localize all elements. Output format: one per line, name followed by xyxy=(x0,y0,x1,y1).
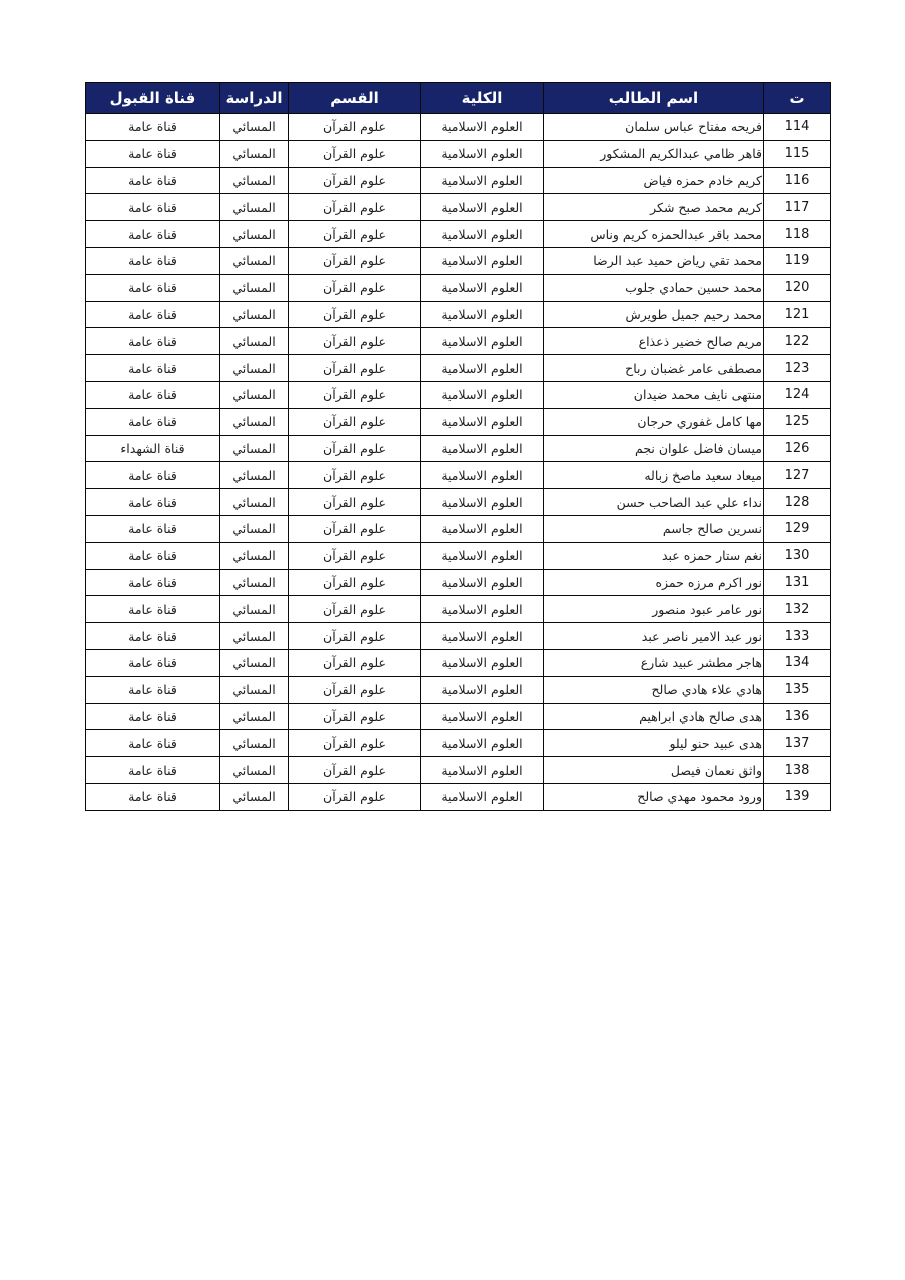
cell-department: علوم القرآن xyxy=(289,301,421,328)
table-row xyxy=(86,542,831,569)
cell-department: علوم القرآن xyxy=(289,462,421,489)
cell-college: العلوم الاسلامية xyxy=(421,114,544,141)
cell-department: علوم القرآن xyxy=(289,140,421,167)
table-header-row xyxy=(86,83,831,114)
cell-student-name: نور اكرم مرزه حمزه xyxy=(544,569,764,596)
cell-number: 123 xyxy=(764,355,831,382)
cell-student-name: مصطفى عامر غضبان رباح xyxy=(544,355,764,382)
cell-student-name: نور عامر عبود منصور xyxy=(544,596,764,623)
cell-study-type: المسائي xyxy=(220,167,289,194)
cell-department: علوم القرآن xyxy=(289,221,421,248)
cell-number: 121 xyxy=(764,301,831,328)
cell-admission-channel: قناة عامة xyxy=(86,649,220,676)
table-row xyxy=(86,194,831,221)
table-row xyxy=(86,381,831,408)
table-body xyxy=(86,114,831,811)
cell-student-name: نور عبد الامير ناصر عبد xyxy=(544,623,764,650)
header-college: الكلية xyxy=(421,83,544,114)
cell-college: العلوم الاسلامية xyxy=(421,569,544,596)
cell-student-name: مها كامل غفوري حرجان xyxy=(544,408,764,435)
cell-admission-channel: قناة عامة xyxy=(86,355,220,382)
cell-college: العلوم الاسلامية xyxy=(421,757,544,784)
cell-study-type: المسائي xyxy=(220,703,289,730)
cell-college: العلوم الاسلامية xyxy=(421,703,544,730)
cell-student-name: هدى عبيد حنو ليلو xyxy=(544,730,764,757)
cell-admission-channel: قناة عامة xyxy=(86,381,220,408)
table-row xyxy=(86,462,831,489)
cell-number: 139 xyxy=(764,783,831,810)
cell-number: 131 xyxy=(764,569,831,596)
cell-admission-channel: قناة عامة xyxy=(86,408,220,435)
cell-study-type: المسائي xyxy=(220,301,289,328)
cell-study-type: المسائي xyxy=(220,489,289,516)
cell-college: العلوم الاسلامية xyxy=(421,408,544,435)
cell-student-name: ميعاد سعيد ماصخ زباله xyxy=(544,462,764,489)
cell-college: العلوم الاسلامية xyxy=(421,730,544,757)
cell-college: العلوم الاسلامية xyxy=(421,328,544,355)
cell-study-type: المسائي xyxy=(220,730,289,757)
cell-student-name: كريم محمد صبح شكر xyxy=(544,194,764,221)
cell-number: 125 xyxy=(764,408,831,435)
cell-admission-channel: قناة عامة xyxy=(86,515,220,542)
cell-college: العلوم الاسلامية xyxy=(421,623,544,650)
header-department: القسم xyxy=(289,83,421,114)
cell-number: 128 xyxy=(764,489,831,516)
table-row xyxy=(86,274,831,301)
cell-admission-channel: قناة عامة xyxy=(86,542,220,569)
cell-college: العلوم الاسلامية xyxy=(421,194,544,221)
table-row xyxy=(86,623,831,650)
cell-number: 126 xyxy=(764,435,831,462)
cell-department: علوم القرآن xyxy=(289,649,421,676)
table-row xyxy=(86,730,831,757)
cell-college: العلوم الاسلامية xyxy=(421,462,544,489)
cell-study-type: المسائي xyxy=(220,676,289,703)
cell-college: العلوم الاسلامية xyxy=(421,301,544,328)
cell-study-type: المسائي xyxy=(220,515,289,542)
table-row xyxy=(86,167,831,194)
table-row xyxy=(86,649,831,676)
cell-department: علوم القرآن xyxy=(289,328,421,355)
cell-admission-channel: قناة عامة xyxy=(86,328,220,355)
cell-student-name: هدى صالح هادي ابراهيم xyxy=(544,703,764,730)
cell-student-name: محمد رحيم جميل طويرش xyxy=(544,301,764,328)
cell-number: 136 xyxy=(764,703,831,730)
cell-number: 115 xyxy=(764,140,831,167)
cell-study-type: المسائي xyxy=(220,274,289,301)
cell-number: 114 xyxy=(764,114,831,141)
cell-department: علوم القرآن xyxy=(289,274,421,301)
cell-number: 133 xyxy=(764,623,831,650)
cell-department: علوم القرآن xyxy=(289,623,421,650)
cell-study-type: المسائي xyxy=(220,757,289,784)
cell-study-type: المسائي xyxy=(220,462,289,489)
cell-study-type: المسائي xyxy=(220,623,289,650)
table-row xyxy=(86,435,831,462)
cell-department: علوم القرآن xyxy=(289,408,421,435)
cell-admission-channel: قناة عامة xyxy=(86,247,220,274)
cell-number: 127 xyxy=(764,462,831,489)
cell-department: علوم القرآن xyxy=(289,435,421,462)
cell-college: العلوم الاسلامية xyxy=(421,542,544,569)
cell-study-type: المسائي xyxy=(220,569,289,596)
cell-study-type: المسائي xyxy=(220,247,289,274)
cell-department: علوم القرآن xyxy=(289,569,421,596)
header-number: ت xyxy=(764,83,831,114)
cell-number: 117 xyxy=(764,194,831,221)
cell-department: علوم القرآن xyxy=(289,596,421,623)
cell-college: العلوم الاسلامية xyxy=(421,247,544,274)
cell-college: العلوم الاسلامية xyxy=(421,435,544,462)
table-row xyxy=(86,569,831,596)
cell-student-name: فريحه مفتاح عباس سلمان xyxy=(544,114,764,141)
cell-study-type: المسائي xyxy=(220,542,289,569)
cell-admission-channel: قناة عامة xyxy=(86,489,220,516)
cell-study-type: المسائي xyxy=(220,114,289,141)
cell-number: 132 xyxy=(764,596,831,623)
cell-college: العلوم الاسلامية xyxy=(421,649,544,676)
cell-admission-channel: قناة عامة xyxy=(86,462,220,489)
cell-student-name: محمد باقر عبدالحمزه كريم وناس xyxy=(544,221,764,248)
cell-number: 137 xyxy=(764,730,831,757)
cell-study-type: المسائي xyxy=(220,328,289,355)
cell-admission-channel: قناة عامة xyxy=(86,676,220,703)
cell-department: علوم القرآن xyxy=(289,381,421,408)
cell-number: 134 xyxy=(764,649,831,676)
table-row xyxy=(86,355,831,382)
cell-admission-channel: قناة عامة xyxy=(86,783,220,810)
cell-student-name: ورود محمود مهدي صالح xyxy=(544,783,764,810)
cell-student-name: منتهى نايف محمد ضيدان xyxy=(544,381,764,408)
cell-study-type: المسائي xyxy=(220,435,289,462)
students-table xyxy=(85,82,831,811)
table-row xyxy=(86,489,831,516)
cell-study-type: المسائي xyxy=(220,140,289,167)
cell-department: علوم القرآن xyxy=(289,515,421,542)
cell-student-name: نغم ستار حمزه عبد xyxy=(544,542,764,569)
cell-department: علوم القرآن xyxy=(289,783,421,810)
cell-college: العلوم الاسلامية xyxy=(421,489,544,516)
cell-college: العلوم الاسلامية xyxy=(421,140,544,167)
cell-student-name: محمد حسين حمادي جلوب xyxy=(544,274,764,301)
table-row xyxy=(86,515,831,542)
cell-college: العلوم الاسلامية xyxy=(421,515,544,542)
cell-college: العلوم الاسلامية xyxy=(421,221,544,248)
cell-study-type: المسائي xyxy=(220,596,289,623)
cell-admission-channel: قناة عامة xyxy=(86,703,220,730)
cell-student-name: مريم صالح خضير ذعذاع xyxy=(544,328,764,355)
table-row xyxy=(86,301,831,328)
cell-college: العلوم الاسلامية xyxy=(421,167,544,194)
cell-number: 118 xyxy=(764,221,831,248)
cell-college: العلوم الاسلامية xyxy=(421,355,544,382)
table-row xyxy=(86,757,831,784)
cell-department: علوم القرآن xyxy=(289,167,421,194)
cell-study-type: المسائي xyxy=(220,408,289,435)
cell-department: علوم القرآن xyxy=(289,114,421,141)
cell-student-name: قاهر ظامي عبدالكريم المشكور xyxy=(544,140,764,167)
cell-admission-channel: قناة عامة xyxy=(86,730,220,757)
table-row xyxy=(86,783,831,810)
cell-college: العلوم الاسلامية xyxy=(421,783,544,810)
table-row xyxy=(86,247,831,274)
cell-number: 135 xyxy=(764,676,831,703)
cell-department: علوم القرآن xyxy=(289,676,421,703)
cell-admission-channel: قناة عامة xyxy=(86,623,220,650)
cell-number: 138 xyxy=(764,757,831,784)
cell-department: علوم القرآن xyxy=(289,355,421,382)
table-row xyxy=(86,676,831,703)
cell-department: علوم القرآن xyxy=(289,757,421,784)
table-row xyxy=(86,140,831,167)
cell-admission-channel: قناة عامة xyxy=(86,114,220,141)
cell-college: العلوم الاسلامية xyxy=(421,596,544,623)
cell-study-type: المسائي xyxy=(220,355,289,382)
table-row xyxy=(86,114,831,141)
header-study-type: الدراسة xyxy=(220,83,289,114)
cell-number: 116 xyxy=(764,167,831,194)
cell-department: علوم القرآن xyxy=(289,247,421,274)
cell-student-name: ميسان فاضل علوان نجم xyxy=(544,435,764,462)
cell-student-name: هاجر مطشر عبيد شارع xyxy=(544,649,764,676)
cell-number: 120 xyxy=(764,274,831,301)
cell-number: 130 xyxy=(764,542,831,569)
cell-department: علوم القرآن xyxy=(289,194,421,221)
cell-department: علوم القرآن xyxy=(289,542,421,569)
cell-college: العلوم الاسلامية xyxy=(421,676,544,703)
cell-admission-channel: قناة عامة xyxy=(86,194,220,221)
cell-admission-channel: قناة عامة xyxy=(86,221,220,248)
table-row xyxy=(86,408,831,435)
cell-number: 122 xyxy=(764,328,831,355)
cell-number: 124 xyxy=(764,381,831,408)
cell-department: علوم القرآن xyxy=(289,703,421,730)
cell-student-name: واثق نعمان فيصل xyxy=(544,757,764,784)
cell-number: 129 xyxy=(764,515,831,542)
cell-study-type: المسائي xyxy=(220,783,289,810)
cell-student-name: كريم خادم حمزه فياض xyxy=(544,167,764,194)
cell-admission-channel: قناة عامة xyxy=(86,274,220,301)
cell-study-type: المسائي xyxy=(220,221,289,248)
cell-admission-channel: قناة الشهداء xyxy=(86,435,220,462)
table-row xyxy=(86,221,831,248)
cell-admission-channel: قناة عامة xyxy=(86,757,220,784)
header-admission-channel: قناة القبول xyxy=(86,83,220,114)
cell-college: العلوم الاسلامية xyxy=(421,274,544,301)
cell-student-name: نسرين صالح جاسم xyxy=(544,515,764,542)
table-row xyxy=(86,328,831,355)
cell-admission-channel: قناة عامة xyxy=(86,596,220,623)
cell-department: علوم القرآن xyxy=(289,730,421,757)
cell-student-name: هادي علاء هادي صالح xyxy=(544,676,764,703)
cell-study-type: المسائي xyxy=(220,194,289,221)
cell-study-type: المسائي xyxy=(220,649,289,676)
cell-admission-channel: قناة عامة xyxy=(86,301,220,328)
cell-admission-channel: قناة عامة xyxy=(86,569,220,596)
cell-student-name: نداء علي عبد الصاحب حسن xyxy=(544,489,764,516)
header-student-name: اسم الطالب xyxy=(544,83,764,114)
cell-number: 119 xyxy=(764,247,831,274)
cell-student-name: محمد تقي رياض حميد عبد الرضا xyxy=(544,247,764,274)
cell-admission-channel: قناة عامة xyxy=(86,140,220,167)
table-row xyxy=(86,596,831,623)
cell-college: العلوم الاسلامية xyxy=(421,381,544,408)
cell-study-type: المسائي xyxy=(220,381,289,408)
table-row xyxy=(86,703,831,730)
cell-department: علوم القرآن xyxy=(289,489,421,516)
cell-admission-channel: قناة عامة xyxy=(86,167,220,194)
